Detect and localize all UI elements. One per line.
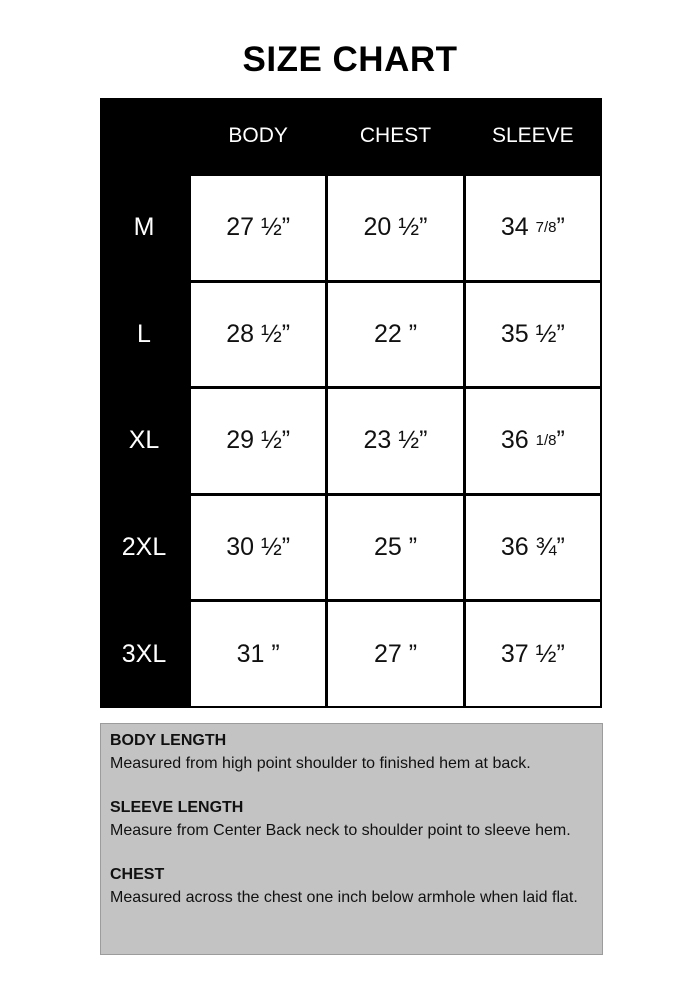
cell-xl-body [191,389,325,493]
cell-m-sleeve [466,176,600,280]
column-header-sleeve: SLEEVE [466,98,600,173]
value-text: 22 ” [373,319,418,348]
note-heading: CHEST [110,866,165,883]
page-title: SIZE CHART [242,40,458,79]
cell-m-chest [328,176,462,280]
note-body-length [110,729,593,775]
column-header-chest: CHEST [328,98,462,173]
value-fraction: 1/8 [535,432,557,450]
row-label-m: M [100,176,188,280]
column-header-body: BODY [191,98,325,173]
value-text: 31 ” [236,639,280,668]
value-unit: ” [556,426,565,455]
value-text: 27 ” [373,639,418,668]
cell-3xl-body [191,602,325,706]
note-sleeve-length [110,796,593,842]
cell-2xl-sleeve [466,496,600,600]
cell-xl-chest [328,389,462,493]
value-text: 35 ½” [500,319,565,348]
size-table [100,98,602,708]
row-label-xl: XL [100,389,188,493]
note-heading: BODY LENGTH [110,732,227,749]
value-text: 37 ½” [500,639,565,668]
row-label-3xl: 3XL [100,602,188,706]
value-fraction: 7/8 [535,219,557,237]
cell-xl-sleeve [466,389,600,493]
cell-l-sleeve [466,283,600,387]
value-text: 27 ½” [226,213,291,242]
cell-l-chest [328,283,462,387]
cell-2xl-chest [328,496,462,600]
measurement-notes-panel [100,723,603,955]
table-corner-cell [100,98,188,173]
value-text: 34 [500,213,536,242]
note-text: Measured from high point shoulder to finished hem at back. [110,755,531,772]
value-text: 25 ” [373,533,418,562]
cell-l-body [191,283,325,387]
cell-3xl-sleeve [466,602,600,706]
value-text: 30 ½” [226,533,291,562]
value-text: 20 ½” [363,213,428,242]
row-label-2xl: 2XL [100,496,188,600]
value-text: 36 ¾” [500,533,565,562]
value-text: 36 [500,426,536,455]
note-text: Measure from Center Back neck to shoulder point to sleeve hem. [110,822,571,839]
cell-m-body [191,176,325,280]
value-text: 23 ½” [363,426,428,455]
note-text: Measured across the chest one inch below armhole when laid flat. [110,889,578,906]
cell-3xl-chest [328,602,462,706]
value-unit: ” [556,213,565,242]
value-text: 28 ½” [226,319,291,348]
row-label-l: L [100,283,188,387]
note-chest [110,863,593,909]
note-heading: SLEEVE LENGTH [110,799,244,816]
cell-2xl-body [191,496,325,600]
value-text: 29 ½” [226,426,291,455]
